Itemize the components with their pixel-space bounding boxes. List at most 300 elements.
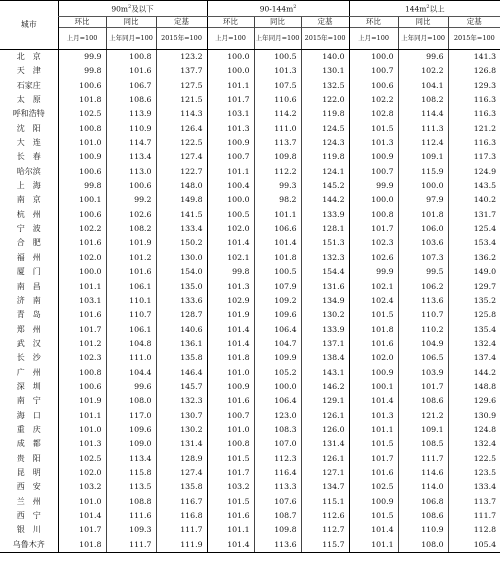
index-value: 128.1 <box>301 222 349 236</box>
group-header-medium: $90-144m^2$ <box>207 1 349 17</box>
table-row <box>0 351 500 365</box>
index-value: 107.6 <box>254 495 301 509</box>
index-value: 101.1 <box>58 409 106 423</box>
index-value: 121.5 <box>156 93 207 107</box>
index-value: 100.8 <box>58 366 106 380</box>
index-value: 101.8 <box>58 538 106 553</box>
index-value: 108.2 <box>398 93 448 107</box>
index-value: 115.7 <box>301 538 349 553</box>
city-name: 兰 州 <box>16 496 41 506</box>
index-value: 108.0 <box>106 394 156 408</box>
city-name: 海 口 <box>16 410 41 420</box>
index-value: 101.5 <box>207 452 254 466</box>
city-name: 沈 阳 <box>16 123 41 133</box>
city-name: 济 南 <box>16 295 41 305</box>
index-value: 106.5 <box>398 351 448 365</box>
index-value: 111.0 <box>254 122 301 136</box>
index-value: 102.5 <box>58 107 106 121</box>
index-value: 102.6 <box>349 251 398 265</box>
table-row <box>0 179 500 193</box>
index-value: 101.6 <box>207 394 254 408</box>
index-value: 101.3 <box>207 122 254 136</box>
index-value: 99.8 <box>58 64 106 78</box>
city-name: 南 宁 <box>16 396 41 406</box>
index-value: 133.6 <box>156 294 207 308</box>
index-value: 100.7 <box>207 409 254 423</box>
table-row <box>0 165 500 179</box>
index-value: 101.0 <box>207 423 254 437</box>
index-value: 109.6 <box>254 308 301 322</box>
sub-header-tb: 同比 <box>254 17 301 28</box>
sub-header-dj: 定基 <box>156 17 207 28</box>
index-value: 101.4 <box>58 509 106 523</box>
table-row <box>0 337 500 351</box>
index-value: 101.5 <box>349 122 398 136</box>
table-row <box>0 423 500 437</box>
index-value: 101.4 <box>207 538 254 553</box>
table-row <box>0 538 500 553</box>
index-value: 102.4 <box>349 294 398 308</box>
index-value: 102.2 <box>349 93 398 107</box>
table-row <box>0 150 500 164</box>
index-value: 108.0 <box>398 538 448 553</box>
index-value: 101.4 <box>349 523 398 537</box>
index-value: 122.0 <box>301 93 349 107</box>
index-value: 102.3 <box>58 351 106 365</box>
index-value: 104.7 <box>254 337 301 351</box>
index-value: 113.7 <box>448 495 500 509</box>
index-value: 99.6 <box>398 50 448 65</box>
table-row <box>0 93 500 107</box>
index-value: 112.6 <box>301 509 349 523</box>
index-value: 110.2 <box>398 323 448 337</box>
index-value: 102.9 <box>207 294 254 308</box>
index-value: 101.6 <box>207 509 254 523</box>
index-value: 122.5 <box>156 136 207 150</box>
index-value: 100.6 <box>58 165 106 179</box>
index-value: 128.9 <box>156 452 207 466</box>
city-name: 贵 阳 <box>16 453 41 463</box>
city-name: 杭 州 <box>16 209 41 219</box>
city-name: 太 原 <box>16 95 41 105</box>
index-value: 141.5 <box>156 208 207 222</box>
index-value: 108.8 <box>106 495 156 509</box>
index-value: 145.2 <box>301 179 349 193</box>
table-row <box>0 50 500 65</box>
index-value: 129.7 <box>448 280 500 294</box>
index-value: 113.6 <box>254 538 301 553</box>
index-value: 135.8 <box>156 480 207 494</box>
index-value: 101.4 <box>207 236 254 250</box>
city-name: 厦 门 <box>16 267 41 277</box>
index-value: 130.2 <box>156 423 207 437</box>
index-value: 116.7 <box>156 495 207 509</box>
index-value: 99.9 <box>58 50 106 65</box>
index-value: 133.4 <box>156 222 207 236</box>
index-value: 117.3 <box>448 150 500 164</box>
sub-header-dj: 定基 <box>448 17 500 28</box>
sub-header-hb: 环比 <box>58 17 106 28</box>
index-value: 108.7 <box>254 509 301 523</box>
index-value: 102.8 <box>349 107 398 121</box>
index-value: 101.3 <box>349 409 398 423</box>
index-value: 116.3 <box>448 107 500 121</box>
table-row <box>0 64 500 78</box>
index-value: 103.1 <box>58 294 106 308</box>
index-value: 144.2 <box>448 366 500 380</box>
index-value: 130.2 <box>301 308 349 322</box>
index-value: 132.3 <box>301 251 349 265</box>
index-value: 123.5 <box>448 466 500 480</box>
index-value: 100.1 <box>349 380 398 394</box>
index-value: 100.0 <box>207 64 254 78</box>
index-value: 100.6 <box>106 179 156 193</box>
index-value: 101.0 <box>58 423 106 437</box>
city-column-header: 城市 <box>0 1 58 50</box>
base-header-tb: 上年同月=100 <box>398 28 448 50</box>
index-value: 146.4 <box>156 366 207 380</box>
city-name: 天 津 <box>16 66 41 76</box>
index-value: 101.9 <box>106 236 156 250</box>
index-value: 102.2 <box>398 64 448 78</box>
index-value: 111.7 <box>156 523 207 537</box>
index-value: 100.8 <box>349 208 398 222</box>
index-value: 99.9 <box>349 179 398 193</box>
index-value: 111.7 <box>398 452 448 466</box>
index-value: 124.3 <box>301 136 349 150</box>
city-name: 长 沙 <box>16 353 41 363</box>
index-value: 136.2 <box>448 251 500 265</box>
index-value: 124.5 <box>301 122 349 136</box>
index-value: 101.3 <box>58 437 106 451</box>
index-value: 106.4 <box>254 323 301 337</box>
index-value: 97.9 <box>398 193 448 207</box>
index-value: 135.8 <box>156 351 207 365</box>
index-value: 111.0 <box>106 351 156 365</box>
index-value: 99.5 <box>398 265 448 279</box>
index-value: 101.1 <box>58 280 106 294</box>
table-row <box>0 122 500 136</box>
index-value: 106.0 <box>398 222 448 236</box>
index-value: 102.1 <box>349 280 398 294</box>
index-value: 137.7 <box>156 64 207 78</box>
index-value: 99.8 <box>58 179 106 193</box>
index-value: 108.3 <box>254 423 301 437</box>
index-value: 112.7 <box>301 523 349 537</box>
index-value: 109.6 <box>106 423 156 437</box>
index-value: 101.6 <box>349 466 398 480</box>
table-row <box>0 280 500 294</box>
index-value: 101.4 <box>207 337 254 351</box>
table-row <box>0 380 500 394</box>
index-value: 132.3 <box>156 394 207 408</box>
index-value: 116.3 <box>448 93 500 107</box>
table-header <box>0 1 500 50</box>
index-value: 109.1 <box>398 150 448 164</box>
index-value: 110.7 <box>398 308 448 322</box>
index-value: 100.1 <box>58 193 106 207</box>
index-value: 100.9 <box>349 150 398 164</box>
index-value: 114.4 <box>398 107 448 121</box>
index-value: 138.4 <box>301 351 349 365</box>
index-value: 100.6 <box>58 79 106 93</box>
index-value: 101.4 <box>254 236 301 250</box>
index-value: 101.6 <box>106 265 156 279</box>
index-value: 112.8 <box>448 523 500 537</box>
base-header-dj: 2015年=100 <box>301 28 349 50</box>
index-value: 101.9 <box>58 394 106 408</box>
index-value: 101.3 <box>207 280 254 294</box>
index-value: 101.7 <box>349 452 398 466</box>
index-value: 110.9 <box>398 523 448 537</box>
table-row <box>0 193 500 207</box>
index-value: 116.8 <box>156 509 207 523</box>
index-value: 106.1 <box>106 280 156 294</box>
city-name: 长 春 <box>16 152 41 162</box>
index-value: 114.0 <box>398 480 448 494</box>
index-value: 109.1 <box>398 423 448 437</box>
index-value: 101.1 <box>349 423 398 437</box>
index-value: 100.9 <box>58 150 106 164</box>
index-value: 115.9 <box>398 165 448 179</box>
city-name: 南 京 <box>16 195 41 205</box>
city-name: 大 连 <box>16 138 41 148</box>
index-value: 101.1 <box>207 79 254 93</box>
index-value: 101.5 <box>349 509 398 523</box>
city-name: 西 安 <box>16 482 41 492</box>
index-value: 103.2 <box>58 480 106 494</box>
index-value: 111.9 <box>156 538 207 553</box>
index-value: 148.8 <box>448 380 500 394</box>
index-value: 102.0 <box>349 351 398 365</box>
sub-header-hb: 环比 <box>349 17 398 28</box>
index-value: 106.6 <box>254 222 301 236</box>
index-value: 131.6 <box>301 280 349 294</box>
index-value: 119.8 <box>301 107 349 121</box>
index-value: 100.9 <box>207 136 254 150</box>
table-row <box>0 308 500 322</box>
index-value: 115.8 <box>106 466 156 480</box>
sub-header-hb: 环比 <box>207 17 254 28</box>
index-value: 105.2 <box>254 366 301 380</box>
index-value: 148.0 <box>156 179 207 193</box>
index-value: 150.2 <box>156 236 207 250</box>
index-value: 100.0 <box>349 193 398 207</box>
index-value: 100.6 <box>349 79 398 93</box>
index-value: 100.8 <box>106 50 156 65</box>
city-name: 重 庆 <box>16 424 41 434</box>
index-value: 103.6 <box>398 236 448 250</box>
base-header-dj: 2015年=100 <box>448 28 500 50</box>
index-value: 107.9 <box>254 280 301 294</box>
index-value: 135.2 <box>448 294 500 308</box>
index-value: 133.9 <box>301 323 349 337</box>
index-value: 125.8 <box>448 308 500 322</box>
index-value: 121.2 <box>398 409 448 423</box>
city-name: 银 川 <box>16 525 41 535</box>
index-value: 112.2 <box>254 165 301 179</box>
index-value: 100.5 <box>254 265 301 279</box>
table-row <box>0 366 500 380</box>
index-value: 106.2 <box>398 280 448 294</box>
index-value: 100.6 <box>58 208 106 222</box>
sub-header-dj: 定基 <box>301 17 349 28</box>
index-value: 103.1 <box>207 107 254 121</box>
index-value: 136.1 <box>156 337 207 351</box>
index-value: 101.7 <box>207 466 254 480</box>
index-value: 110.6 <box>254 93 301 107</box>
index-value: 129.3 <box>448 79 500 93</box>
index-value: 101.6 <box>349 337 398 351</box>
index-value: 119.8 <box>301 150 349 164</box>
city-name: 呼和浩特 <box>12 109 45 119</box>
index-value: 106.1 <box>106 323 156 337</box>
index-value: 137.4 <box>448 351 500 365</box>
table-row <box>0 294 500 308</box>
index-value: 99.2 <box>106 193 156 207</box>
index-value: 113.4 <box>106 452 156 466</box>
index-value: 106.4 <box>254 394 301 408</box>
base-header-tb: 上年同月=100 <box>254 28 301 50</box>
sub-header-tb: 同比 <box>398 17 448 28</box>
index-value: 122.7 <box>156 165 207 179</box>
index-value: 99.3 <box>254 179 301 193</box>
index-value: 153.4 <box>448 236 500 250</box>
index-value: 100.9 <box>207 380 254 394</box>
index-value: 112.3 <box>254 452 301 466</box>
index-value: 102.0 <box>58 466 106 480</box>
base-header-hb: 上月=100 <box>58 28 106 50</box>
index-value: 104.9 <box>398 337 448 351</box>
index-value: 101.8 <box>58 93 106 107</box>
index-value: 110.1 <box>106 294 156 308</box>
index-value: 129.1 <box>301 394 349 408</box>
index-value: 111.7 <box>448 509 500 523</box>
table-row <box>0 208 500 222</box>
index-value: 100.5 <box>207 208 254 222</box>
city-name: 乌鲁木齐 <box>0 538 58 553</box>
index-value: 143.1 <box>301 366 349 380</box>
index-value: 126.1 <box>301 452 349 466</box>
index-value: 113.4 <box>106 150 156 164</box>
city-name: 宁 波 <box>16 224 41 234</box>
table-row <box>0 495 500 509</box>
index-value: 149.8 <box>156 193 207 207</box>
index-value: 100.8 <box>58 122 106 136</box>
index-value: 108.6 <box>398 509 448 523</box>
index-value: 130.1 <box>301 64 349 78</box>
index-value: 127.1 <box>301 466 349 480</box>
index-value: 98.2 <box>254 193 301 207</box>
index-value: 100.7 <box>349 64 398 78</box>
index-value: 131.4 <box>156 437 207 451</box>
index-value: 104.1 <box>398 79 448 93</box>
table-row <box>0 251 500 265</box>
index-value: 131.4 <box>301 437 349 451</box>
index-value: 101.5 <box>207 495 254 509</box>
city-name: 上 海 <box>16 181 41 191</box>
group-header-large: $144m^2$以上 <box>349 1 500 17</box>
index-value: 102.5 <box>349 480 398 494</box>
index-value: 100.0 <box>254 380 301 394</box>
index-value: 101.1 <box>349 538 398 553</box>
city-name: 郑 州 <box>16 324 41 334</box>
index-value: 107.0 <box>254 437 301 451</box>
table-row <box>0 394 500 408</box>
index-value: 111.6 <box>106 509 156 523</box>
table-row <box>0 107 500 121</box>
index-value: 125.4 <box>448 222 500 236</box>
index-value: 122.5 <box>448 452 500 466</box>
table-row <box>0 409 500 423</box>
index-value: 100.7 <box>349 165 398 179</box>
index-value: 107.3 <box>398 251 448 265</box>
index-value: 100.9 <box>349 495 398 509</box>
table-row <box>0 452 500 466</box>
index-value: 135.4 <box>448 323 500 337</box>
index-value: 104.8 <box>106 337 156 351</box>
table-row <box>0 466 500 480</box>
table-row <box>0 480 500 494</box>
index-value: 110.9 <box>106 122 156 136</box>
index-value: 143.5 <box>448 179 500 193</box>
index-value: 126.1 <box>301 409 349 423</box>
index-value: 101.7 <box>398 380 448 394</box>
index-value: 127.4 <box>156 466 207 480</box>
index-value: 101.7 <box>58 323 106 337</box>
index-value: 133.9 <box>301 208 349 222</box>
index-value: 101.8 <box>207 351 254 365</box>
index-value: 130.9 <box>448 409 500 423</box>
index-value: 107.5 <box>254 79 301 93</box>
index-value: 101.2 <box>58 337 106 351</box>
table-row <box>0 222 500 236</box>
index-value: 100.0 <box>58 265 106 279</box>
base-header-dj: 2015年=100 <box>156 28 207 50</box>
index-value: 154.4 <box>301 265 349 279</box>
index-value: 100.0 <box>207 50 254 65</box>
index-value: 110.7 <box>106 308 156 322</box>
index-value: 140.0 <box>301 50 349 65</box>
index-value: 101.6 <box>58 236 106 250</box>
index-value: 127.5 <box>156 79 207 93</box>
index-value: 103.2 <box>207 480 254 494</box>
city-name: 石家庄 <box>16 80 41 90</box>
index-value: 102.2 <box>58 222 106 236</box>
city-name: 合 肥 <box>16 238 41 248</box>
city-name: 哈尔滨 <box>16 166 41 176</box>
index-value: 101.8 <box>398 208 448 222</box>
index-value: 123.0 <box>254 409 301 423</box>
index-value: 101.1 <box>207 165 254 179</box>
index-value: 113.6 <box>398 294 448 308</box>
city-name: 南 昌 <box>16 281 41 291</box>
index-value: 114.6 <box>398 466 448 480</box>
table-row <box>0 509 500 523</box>
city-name: 福 州 <box>16 252 41 262</box>
index-value: 108.5 <box>398 437 448 451</box>
index-value: 111.7 <box>106 538 156 553</box>
index-value: 101.1 <box>207 523 254 537</box>
index-value: 111.3 <box>398 122 448 136</box>
index-value: 99.9 <box>349 265 398 279</box>
index-value: 108.6 <box>106 93 156 107</box>
index-value: 101.0 <box>207 366 254 380</box>
table-row <box>0 437 500 451</box>
index-value: 101.6 <box>106 64 156 78</box>
city-name: 北 京 <box>16 52 41 61</box>
index-value: 101.3 <box>254 64 301 78</box>
